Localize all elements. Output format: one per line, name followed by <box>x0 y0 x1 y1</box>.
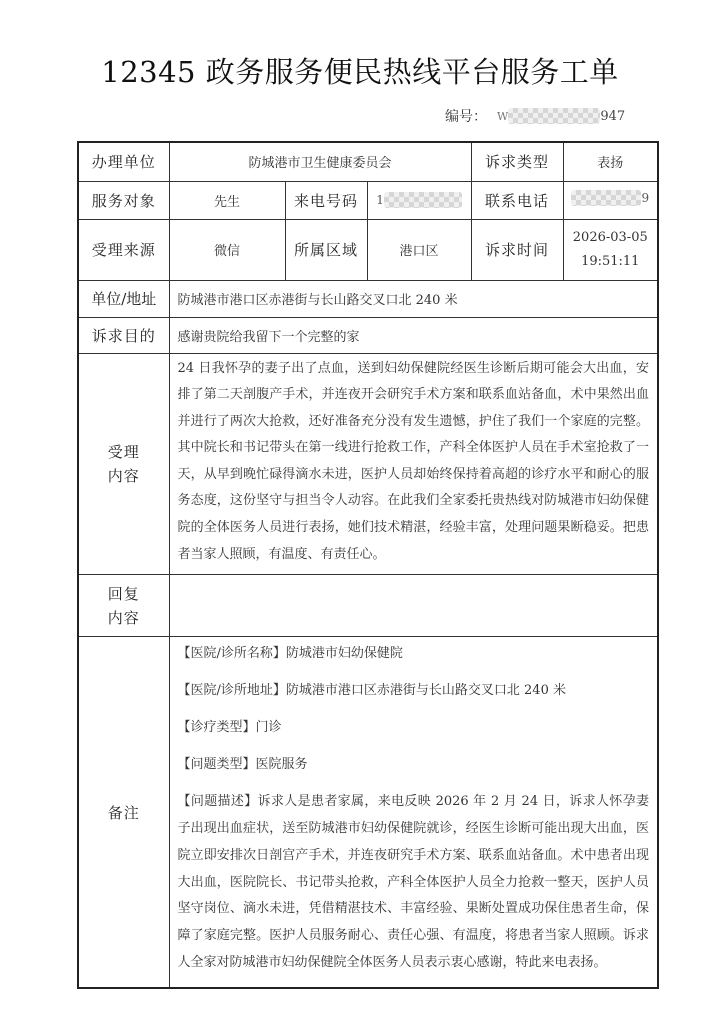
time-value <box>563 219 658 280</box>
time-date: 2026-03-05 <box>572 229 648 245</box>
serial-suffix: 947 <box>600 108 626 124</box>
purpose-value: 感谢贵院给我留下一个完整的家 <box>169 317 658 353</box>
unit-label: 办理单位 <box>78 142 169 181</box>
note-issue-type <box>178 752 650 778</box>
note-issue-description <box>178 789 650 977</box>
content-label-line-1: 受理 <box>107 442 140 461</box>
content-label <box>78 353 169 575</box>
note-hospital-address <box>178 678 650 704</box>
time-clock: 19:51:11 <box>581 253 640 269</box>
row-content <box>78 353 658 575</box>
address-label: 单位/地址 <box>78 280 169 317</box>
redacted-mask <box>571 190 641 206</box>
content-label-line-2: 内容 <box>107 466 140 485</box>
serial-number <box>445 106 625 126</box>
row-purpose <box>78 317 658 353</box>
row-source <box>78 219 658 280</box>
source-label: 受理来源 <box>78 219 169 280</box>
type-label: 诉求类型 <box>471 142 563 181</box>
source-value: 微信 <box>169 219 285 280</box>
row-service <box>78 181 658 219</box>
content-value: 24 日我怀孕的妻子出了点血，送到妇幼保健院经医生诊断后期可能会大出血，安排了第二天剖腹产手术，并连夜开会研究手术方案和联系血站备血，术中果然出血并进行了两次大抢救，还好准备充分没有发生遗憾，护住了我们一个家庭的完整。其中院长和书记带头在第一线进行抢救工作，产科全体医护人员在手术室抢救了一天，从早到晚忙碌得滴水未进，医护人员却始终保持着高超的诊疗水平和耐心的服务态度，这份坚守与担当令人动容。在此我们全家委托贵热线对防城港市妇幼保健院的全体医务人员进行表扬，她们技术精湛，经验丰富，处理问题果断稳妥。把患者当家人照顾，有温度、有责任心。 <box>169 353 658 575</box>
redacted-mask <box>384 192 462 208</box>
service-target-value: 先生 <box>169 181 285 219</box>
note-key: 【诊疗类型】 <box>177 720 256 736</box>
unit-value: 防城港市卫生健康委员会 <box>169 142 471 181</box>
service-target-label: 服务对象 <box>78 181 169 219</box>
notes-label: 备注 <box>78 637 169 988</box>
contact-phone-value <box>563 181 658 219</box>
purpose-label: 诉求目的 <box>78 317 169 353</box>
caller-number-prefix: 1 <box>376 193 384 207</box>
serial-prefix: W <box>497 109 509 123</box>
caller-number-label: 来电号码 <box>285 181 367 219</box>
redacted-mask <box>508 108 600 124</box>
note-hospital-name <box>178 641 650 667</box>
note-value: 防城港市妇幼保健院 <box>285 646 403 662</box>
row-unit <box>78 142 658 181</box>
note-key: 【医院/诊所名称】 <box>177 646 286 662</box>
document-title: 12345 政务服务便民热线平台服务工单 <box>101 55 619 89</box>
address-value: 防城港市港口区赤港街与长山路交叉口北 240 米 <box>169 280 658 317</box>
note-key: 【医院/诊所地址】 <box>177 683 286 699</box>
note-value: 防城港市港口区赤港街与长山路交叉口北 240 米 <box>285 683 566 699</box>
contact-phone-suffix: 9 <box>641 191 650 205</box>
note-key: 【问题类型】 <box>177 757 256 773</box>
time-label: 诉求时间 <box>471 219 563 280</box>
note-key: 【问题描述】 <box>177 794 258 810</box>
note-value: 医院服务 <box>255 757 308 773</box>
reply-value <box>169 575 658 637</box>
notes-value <box>169 637 658 988</box>
row-notes <box>78 637 658 988</box>
work-order-table <box>77 141 659 989</box>
row-reply <box>78 575 658 637</box>
region-label: 所属区域 <box>285 219 367 280</box>
contact-phone-label: 联系电话 <box>471 181 563 219</box>
note-value: 门诊 <box>255 720 282 736</box>
row-address <box>78 280 658 317</box>
region-value: 港口区 <box>367 219 471 280</box>
serial-value <box>497 108 625 124</box>
caller-number-value <box>367 181 471 219</box>
note-value: 诉求人是患者家属，来电反映 2026 年 2 月 24 日，诉求人怀孕妻子出现出血症状，送至防城港市妇幼保健院就诊，经医生诊断可能出现大出血，医院立即安排次日剖宫产手术，并连夜研究手术方案、联系血站备血。术中患者出现大出血，医院院长、书记带头抢救，产科全体医护人员全力抢救一整天，医护人员坚守岗位、滴水未进，凭借精湛技术、丰富经验、果断处置成功保住患者生命，保障了家庭完整。医护人员服务耐心、责任心强、有温度，将患者当家人照顾。诉求人全家对防城港市妇幼保健院全体医务人员表示衷心感谢，特此来电表扬。 <box>177 794 650 971</box>
type-value: 表扬 <box>563 142 658 181</box>
reply-label-line-1: 回复 <box>107 584 140 603</box>
reply-label-line-2: 内容 <box>107 608 140 627</box>
serial-label: 编号： <box>445 109 487 125</box>
reply-label <box>78 575 169 637</box>
note-visit-type <box>178 715 650 741</box>
